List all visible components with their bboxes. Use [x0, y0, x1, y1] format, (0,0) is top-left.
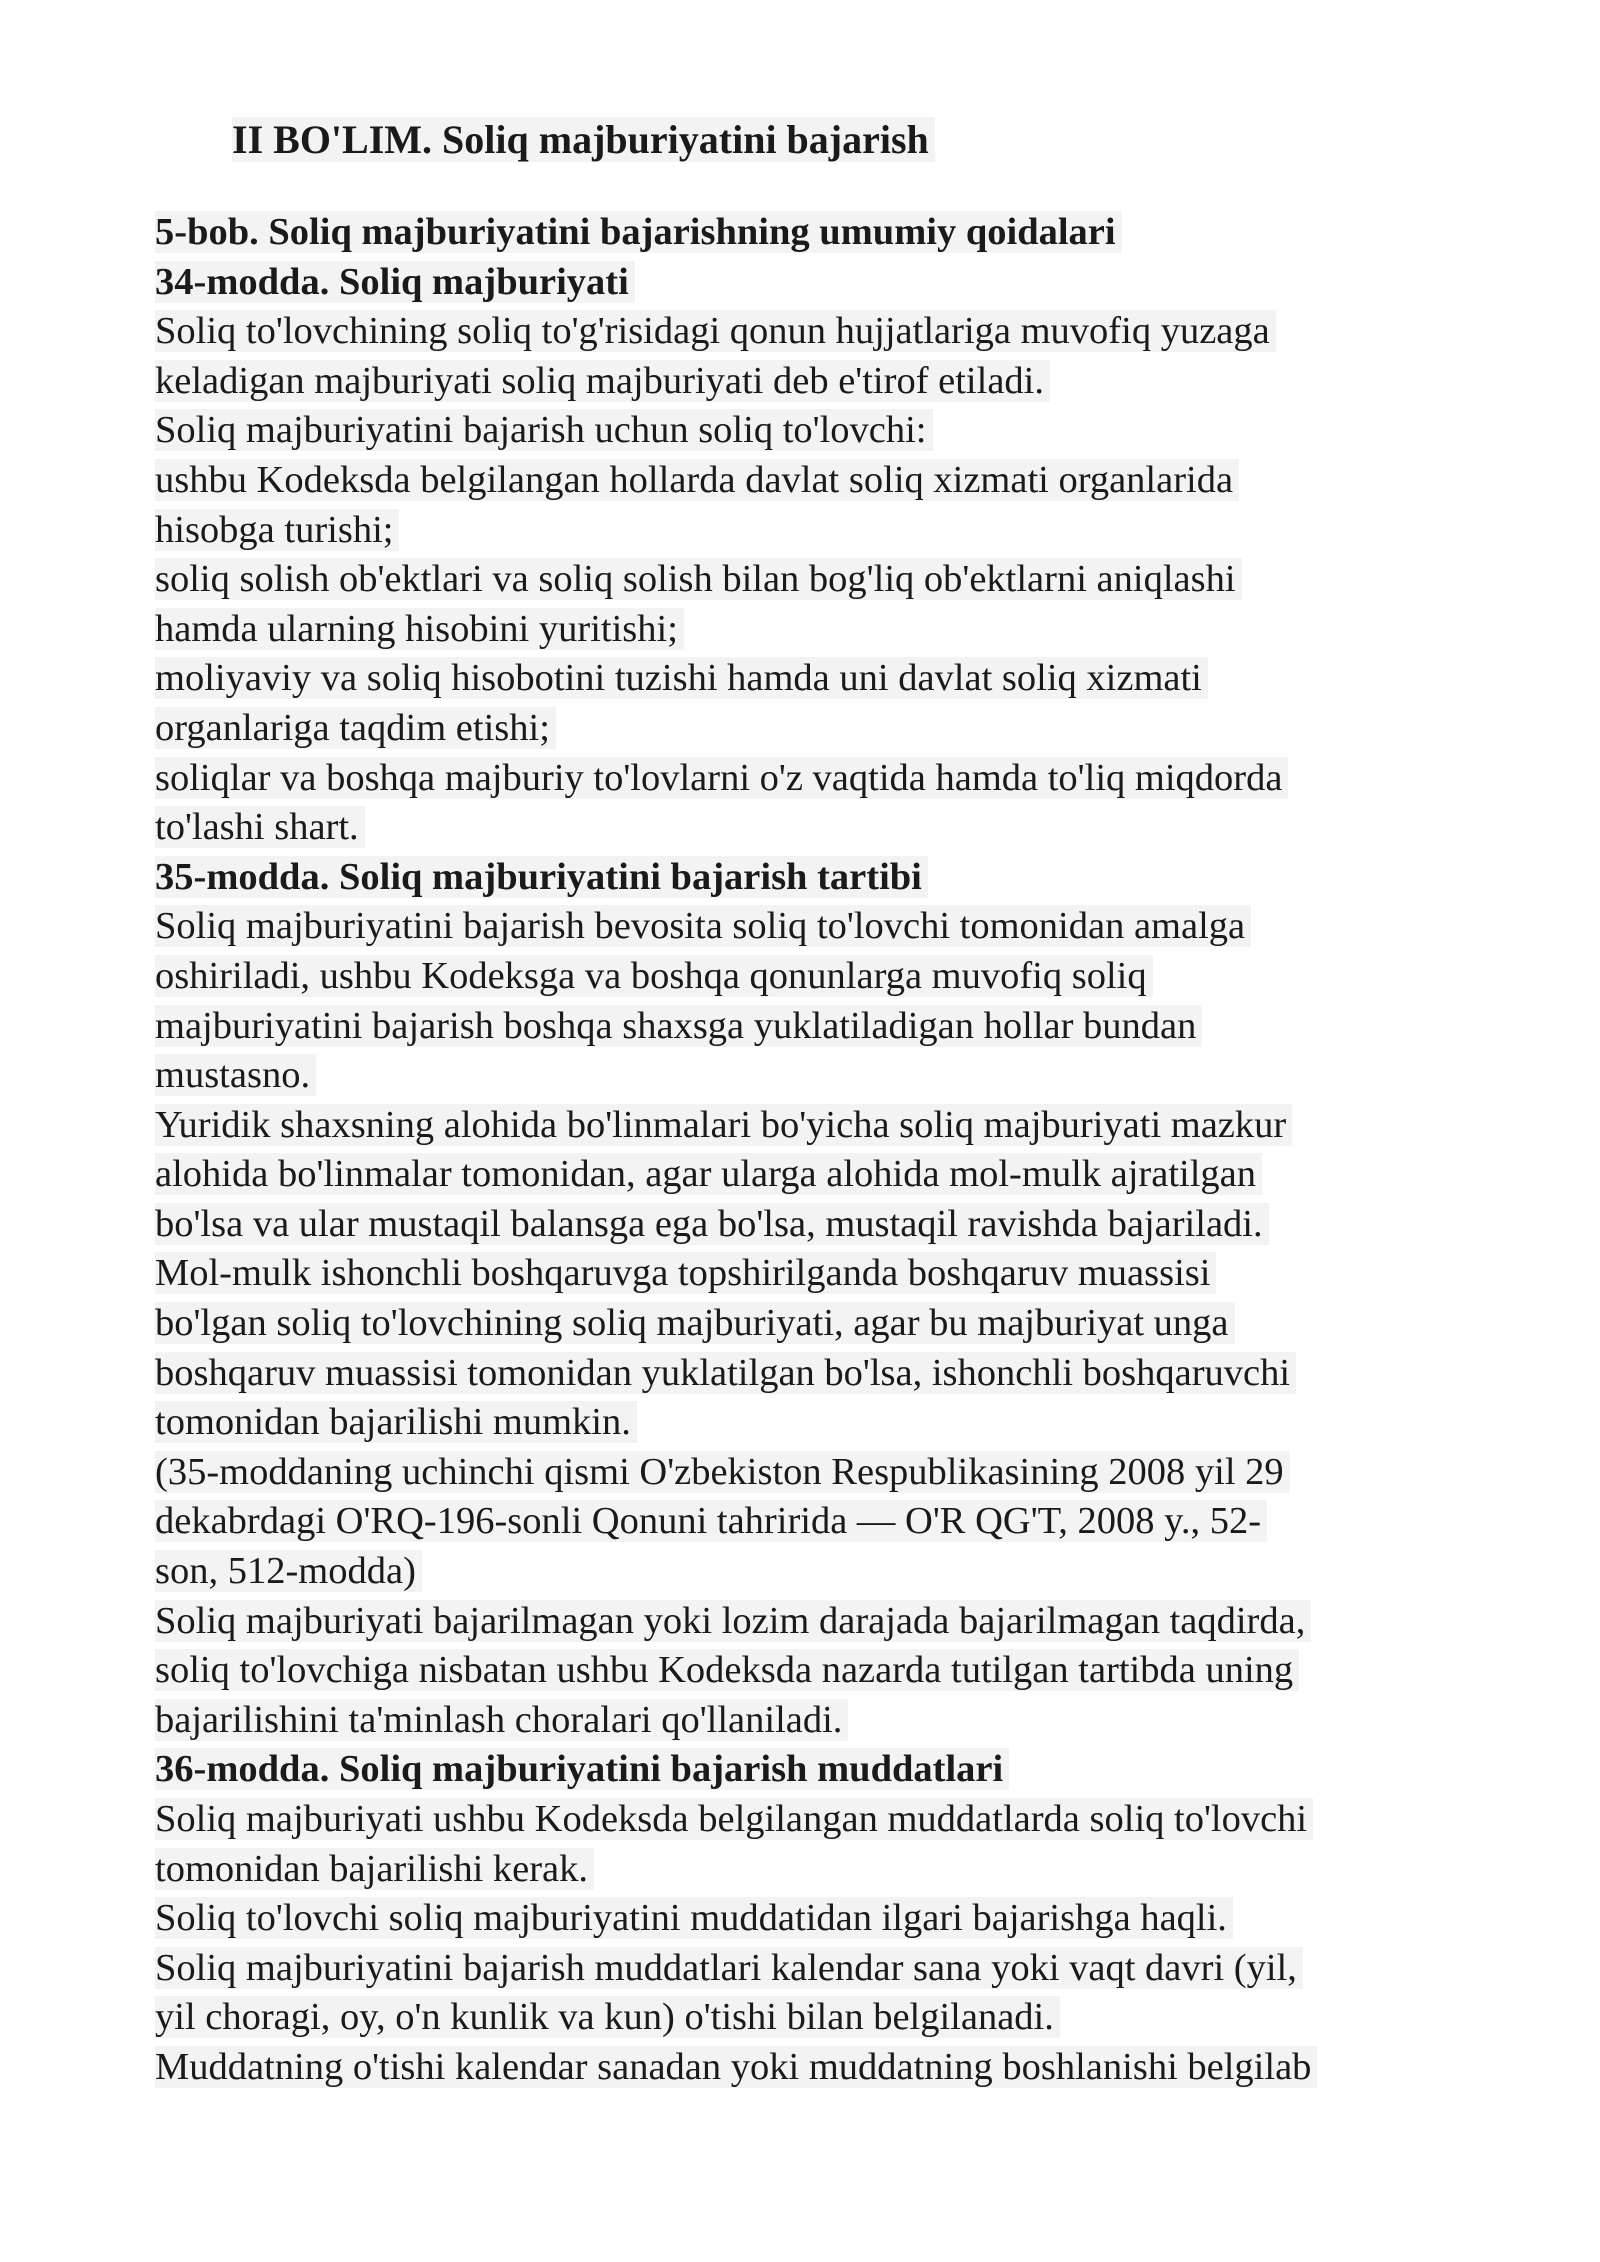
- text-line-content: tomonidan bajarilishi kerak.: [155, 1848, 594, 1890]
- text-line-content: (35-moddaning uchinchi qismi O'zbekiston Respublikasining 2008 yil 29: [155, 1451, 1290, 1493]
- section-heading: [155, 208, 1475, 258]
- text-line-content: hisobga turishi;: [155, 509, 399, 551]
- text-line-content: bo'lgan soliq to'lovchining soliq majburiyati, agar bu majburiyat unga: [155, 1302, 1235, 1344]
- section-heading: [155, 258, 1475, 308]
- text-line: [155, 1597, 1475, 1647]
- text-line: [155, 605, 1475, 655]
- text-line-content: Soliq to'lovchining soliq to'g'risidagi qonun hujjatlariga muvofiq yuzaga: [155, 310, 1276, 352]
- text-line-content: hamda ularning hisobini yuritishi;: [155, 608, 684, 650]
- text-line: [155, 1497, 1475, 1547]
- text-line-content: Soliq to'lovchi soliq majburiyatini muddatidan ilgari bajarishga haqli.: [155, 1897, 1233, 1939]
- text-line: [155, 654, 1475, 704]
- text-line-content: keladigan majburiyati soliq majburiyati deb e'tirof etiladi.: [155, 360, 1050, 402]
- section-heading: [155, 853, 1475, 903]
- text-line: [155, 803, 1475, 853]
- text-line: [155, 1993, 1475, 2043]
- text-line-content: soliq to'lovchiga nisbatan ushbu Kodeksda nazarda tutilgan tartibda uning: [155, 1649, 1299, 1691]
- text-line-content: Soliq majburiyatini bajarish muddatlari kalendar sana yoki vaqt davri (yil,: [155, 1947, 1303, 1989]
- text-line-content: Soliq majburiyati bajarilmagan yoki lozim darajada bajarilmagan taqdirda,: [155, 1600, 1311, 1642]
- text-line-content: Soliq majburiyati ushbu Kodeksda belgilangan muddatlarda soliq to'lovchi: [155, 1798, 1313, 1840]
- section-heading: [155, 1745, 1475, 1795]
- text-line: [155, 357, 1475, 407]
- text-line: [155, 1398, 1475, 1448]
- text-line: [155, 1944, 1475, 1994]
- text-line: [155, 555, 1475, 605]
- text-line-content: Soliq majburiyatini bajarish uchun soliq to'lovchi:: [155, 409, 933, 451]
- text-line: [155, 952, 1475, 1002]
- text-line: [155, 456, 1475, 506]
- text-line-content: bajarilishini ta'minlash choralari qo'llaniladi.: [155, 1699, 848, 1741]
- text-line-content: Yuridik shaxsning alohida bo'linmalari bo'yicha soliq majburiyati mazkur: [155, 1104, 1292, 1146]
- text-line: [155, 1646, 1475, 1696]
- text-line: [155, 2043, 1475, 2093]
- text-line-content: organlariga taqdim etishi;: [155, 707, 556, 749]
- text-line: [155, 704, 1475, 754]
- text-line: [155, 1795, 1475, 1845]
- document-body: [155, 208, 1475, 2093]
- text-line: [155, 1349, 1475, 1399]
- text-line-content: soliqlar va boshqa majburiy to'lovlarni o'z vaqtida hamda to'liq miqdorda: [155, 757, 1288, 799]
- text-line: [155, 1002, 1475, 1052]
- text-line-content: soliq solish ob'ektlari va soliq solish bilan bog'liq ob'ektlarni aniqlashi: [155, 558, 1242, 600]
- text-line: [155, 1696, 1475, 1746]
- text-line-content: son, 512-modda): [155, 1550, 422, 1592]
- text-line: [155, 1448, 1475, 1498]
- text-line: [155, 1547, 1475, 1597]
- text-line-content: Mol-mulk ishonchli boshqaruvga topshirilganda boshqaruv muassisi: [155, 1252, 1216, 1294]
- text-line: [155, 307, 1475, 357]
- text-line-content: moliyaviy va soliq hisobotini tuzishi hamda uni davlat soliq xizmati: [155, 657, 1208, 699]
- text-line-content: alohida bo'linmalar tomonidan, agar ularga alohida mol-mulk ajratilgan: [155, 1153, 1262, 1195]
- text-line-content: yil choragi, oy, o'n kunlik va kun) o'tishi bilan belgilanadi.: [155, 1996, 1060, 2038]
- section-heading-text: 35-modda. Soliq majburiyatini bajarish tartibi: [155, 856, 928, 898]
- text-line-content: Soliq majburiyatini bajarish bevosita soliq to'lovchi tomonidan amalga: [155, 905, 1251, 947]
- text-line: [155, 1249, 1475, 1299]
- text-line: [155, 506, 1475, 556]
- text-line: [155, 1101, 1475, 1151]
- section-heading-text: 36-modda. Soliq majburiyatini bajarish muddatlari: [155, 1748, 1009, 1790]
- section-heading-text: 34-modda. Soliq majburiyati: [155, 261, 635, 303]
- text-line-content: oshiriladi, ushbu Kodeksga va boshqa qonunlarga muvofiq soliq: [155, 955, 1153, 997]
- text-line: [155, 1051, 1475, 1101]
- part-title: II BO'LIM. Soliq majburiyatini bajarish: [232, 112, 1475, 168]
- text-line-content: Muddatning o'tishi kalendar sanadan yoki muddatning boshlanishi belgilab: [155, 2046, 1317, 2088]
- text-line: [155, 406, 1475, 456]
- text-line: [155, 1894, 1475, 1944]
- text-line-content: dekabrdagi O'RQ-196-sonli Qonuni tahririda — O'R QG'T, 2008 y., 52-: [155, 1500, 1267, 1542]
- text-line: [155, 902, 1475, 952]
- text-line: [155, 1200, 1475, 1250]
- text-line-content: boshqaruv muassisi tomonidan yuklatilgan bo'lsa, ishonchli boshqaruvchi: [155, 1352, 1296, 1394]
- text-line: [155, 754, 1475, 804]
- text-line-content: majburiyatini bajarish boshqa shaxsga yuklatiladigan hollar bundan: [155, 1005, 1202, 1047]
- text-line-content: bo'lsa va ular mustaqil balansga ega bo'lsa, mustaqil ravishda bajariladi.: [155, 1203, 1269, 1245]
- text-line-content: mustasno.: [155, 1054, 316, 1096]
- section-heading-text: 5-bob. Soliq majburiyatini bajarishning umumiy qoidalari: [155, 211, 1122, 253]
- text-line: [155, 1150, 1475, 1200]
- document-page: [155, 112, 1475, 2093]
- text-line: [155, 1299, 1475, 1349]
- text-line: [155, 1845, 1475, 1895]
- text-line-content: ushbu Kodeksda belgilangan hollarda davlat soliq xizmati organlarida: [155, 459, 1239, 501]
- text-line-content: to'lashi shart.: [155, 806, 365, 848]
- text-line-content: tomonidan bajarilishi mumkin.: [155, 1401, 637, 1443]
